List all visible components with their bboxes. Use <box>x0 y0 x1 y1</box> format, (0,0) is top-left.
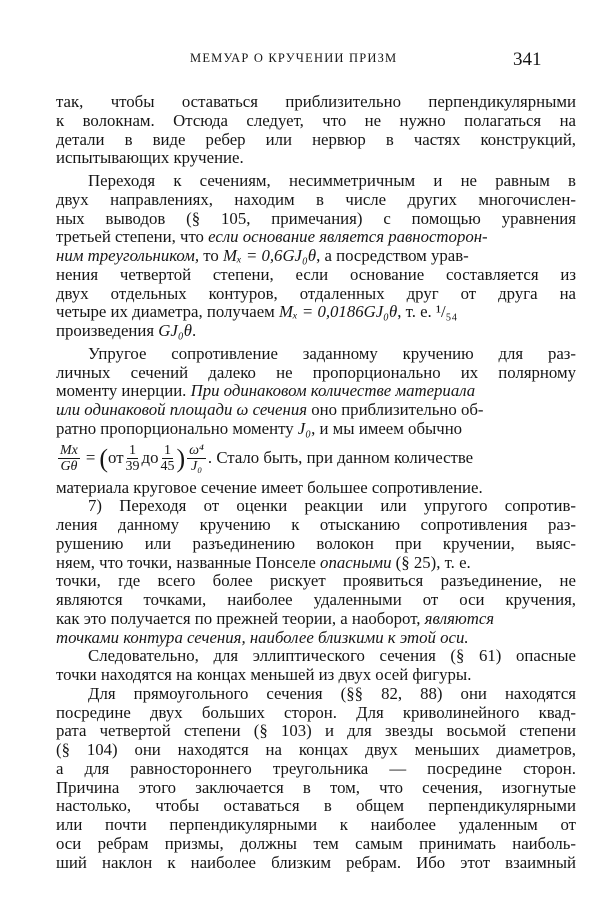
text-line: четыре их диаметра, получаем Mₓ = 0,0186GJ₀θ, т. е. ¹/₅₄ <box>56 302 458 322</box>
fraction: ¹/₅₄ <box>435 302 458 322</box>
text-run: моменту инерции. <box>56 381 187 401</box>
text-line: ним треугольником, то Mₓ = 0,6GJ₀θ, а посредством урав- <box>56 246 469 265</box>
text-line: ных выводов (§ 105, примечания) с помощью уравнения <box>56 208 576 228</box>
text-run: четыре их диаметра, получаем <box>56 302 275 322</box>
text-run: няем, что точки, названные Понселе <box>56 552 316 572</box>
text-line: произведения GJ₀θ. <box>56 321 197 340</box>
text-line: так, чтобы оставаться приблизительно перпендикулярными <box>56 92 576 111</box>
text-line: рата четвертой степени (§ 103) и для звезды восьмой степени <box>56 721 576 741</box>
text-line <box>56 382 576 401</box>
text-line: точки находятся на концах меньшей из двух осей фигуры. <box>56 665 472 684</box>
text-line: нения четвертой степени, если основание составляется из <box>56 264 576 284</box>
fraction: $\frac{1}{45}$ <box>160 443 175 474</box>
text-line: испытывающих кручение. <box>56 148 244 168</box>
text-line: точки, где всего более рискует проявиться разъединение, не <box>56 571 576 591</box>
text-line: оси ребрам призмы, должны тем самым принимать наиболь- <box>56 833 576 853</box>
text-line: 7) Переходя от оценки реакции или упругого сопротив- <box>88 496 576 516</box>
text-line: двух направлениях, находим в числе других многочислен- <box>56 189 576 209</box>
text-line: рушению или разъединению волокон при кручении, выяс- <box>56 533 576 553</box>
fraction: $\frac{\text{ω⁴}}{\text{J₀}}$ <box>189 443 204 474</box>
text-line <box>56 554 576 573</box>
text-line: или почти перпендикулярными к наиболее удаленным от <box>56 815 576 834</box>
text-line: Переходя к сечениям, несимметричным и не равным в <box>88 171 576 190</box>
italic-run: или одинаковой площади ω сечения <box>56 400 308 419</box>
text-line: точками контура сечения, наиболее близкими к этой оси. <box>56 627 469 647</box>
running-title: МЕМУАР О КРУЧЕНИИ ПРИЗМ <box>190 51 398 65</box>
text-run: оно приблизительно об- <box>311 400 484 419</box>
italic-run: ним треугольником, <box>56 246 200 265</box>
text-line: Упругое сопротивление заданному кручению для раз- <box>88 343 576 363</box>
text-line: настолько, чтобы оставаться в общем перпендикулярными <box>56 796 576 816</box>
text-line <box>56 610 576 629</box>
italic-run: При одинаковом количестве материала <box>190 381 476 401</box>
formula: J₀ <box>297 418 312 438</box>
text-run: как это получается по прежней теории, а наоборот, <box>56 608 421 628</box>
text-line: материала круговое сечение имеет большее сопротивление. <box>56 477 483 497</box>
italic-run: опасными <box>320 552 392 572</box>
fraction: $\frac{1}{39}$ <box>125 443 140 474</box>
text-run: (§ 25), т. е. <box>395 552 471 572</box>
text-line: посредине двух больших сторон. Для криволинейного квад- <box>56 702 576 722</box>
formula-line: $\frac{Mx}{G\theta}$ = ( от $\frac{1}{39}$ до $\frac{1}{45}$ ) $\frac{\text{ω⁴}}{\text{J₀}}$ . Стало быть, при данном количестве <box>60 443 474 474</box>
fraction: $\frac{Mx}{G\theta}$ <box>60 443 78 474</box>
text-line: Следовательно, для эллиптического сечения (§ 61) опасные <box>88 646 576 666</box>
text-line <box>56 228 576 247</box>
text-line: ратно пропорционально моменту J₀, и мы имеем обычно <box>56 418 463 438</box>
text-line: двух отдельных контуров, отдаленных друг от друга на <box>56 283 576 303</box>
body-text <box>56 93 576 872</box>
text-run: , а посредством урав- <box>316 246 469 265</box>
formula: GJ₀θ <box>158 321 192 340</box>
text-line: Причина этого заключается в том, что сечения, изогнутые <box>56 777 576 797</box>
text-line: ший наклон к наиболее близким ребрам. Ибо этот взаимный <box>56 852 576 872</box>
text-line <box>56 401 576 420</box>
formula: Mₓ = 0,6GJ₀θ <box>223 246 317 265</box>
text-run: третьей степени, что <box>56 227 204 247</box>
text-line: Для прямоугольного сечения (§§ 82, 88) они находятся <box>88 683 576 703</box>
text-line: а для равностороннего треугольника — посредине сторон. <box>56 758 576 778</box>
text-line: (§ 104) они находятся на концах двух меньших диаметров, <box>56 740 576 759</box>
text-line: личных сечений далеко не пропорционально их полярному <box>56 362 576 382</box>
text-run: . Стало быть, при данном количестве <box>207 448 474 468</box>
formula: Mₓ = 0,0186GJ₀θ <box>278 302 398 322</box>
text-line: детали в виде ребер или нервюр в частях конструкций, <box>56 129 576 149</box>
text-line: ления данному кручению к отысканию сопротивления раз- <box>56 515 576 534</box>
page-number: 341 <box>513 49 542 70</box>
text-line: являются точками, наиболее удаленными от оси кручения, <box>56 590 576 609</box>
text-line: к волокнам. Отсюда следует, что не нужно полагаться на <box>56 110 576 130</box>
italic-run: являются <box>424 608 495 628</box>
italic-run: если основание является равносторон- <box>208 227 488 247</box>
